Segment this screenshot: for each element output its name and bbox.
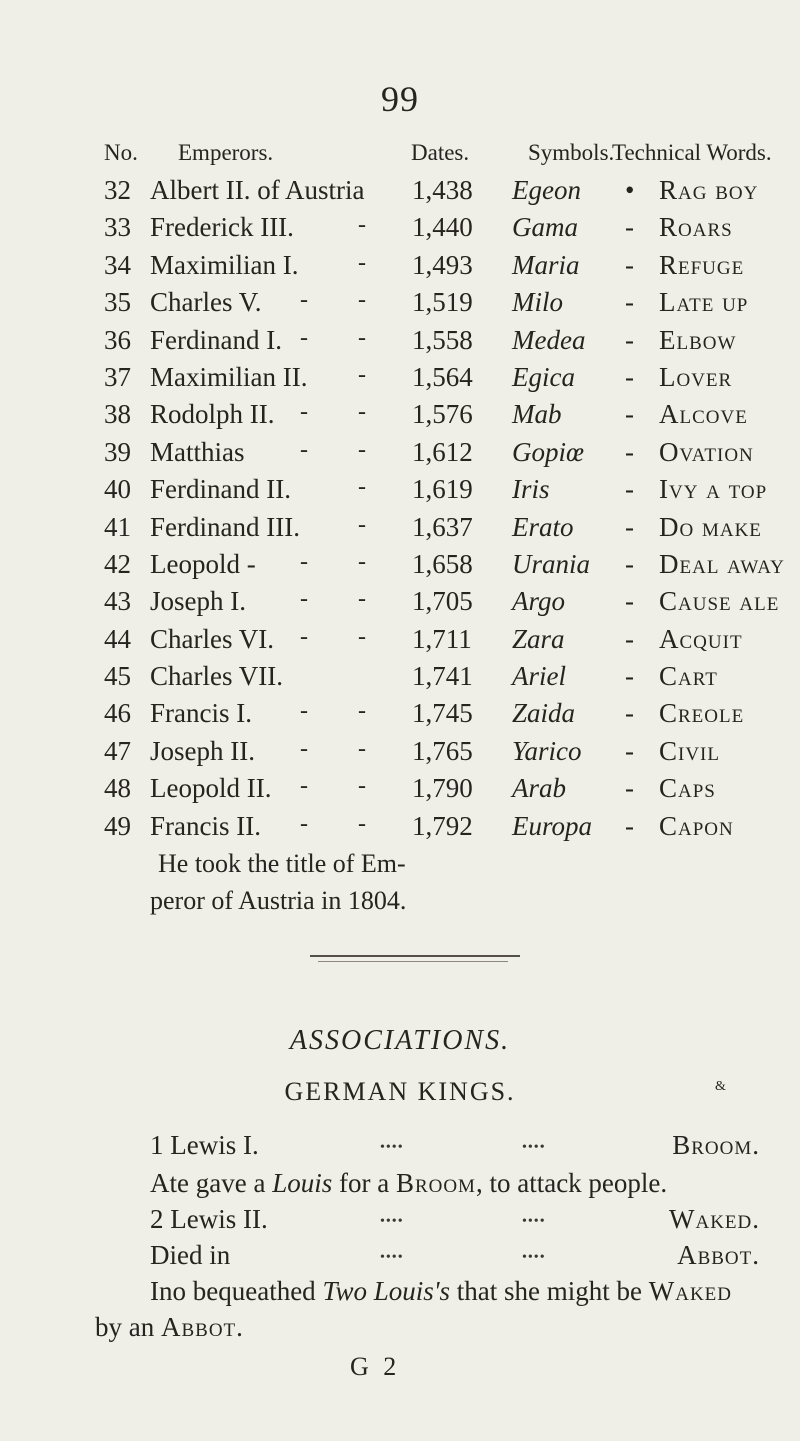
row-number: 40 [104, 474, 131, 505]
symbol: Medea [512, 324, 586, 355]
association-prose-2 [150, 1276, 800, 1307]
table-row [0, 250, 800, 287]
leader-dash-1: - [300, 623, 308, 650]
entry-1-leader-dots-b: •••• [522, 1140, 546, 1155]
prose-3-part-c: . [236, 1312, 243, 1342]
leader-dash-2: - [358, 474, 366, 501]
prose-1-part-b: Louis [272, 1168, 333, 1198]
technical-word: Deal away [659, 548, 785, 579]
row-number: 45 [104, 661, 131, 692]
row-number: 44 [104, 623, 131, 654]
separator: - [625, 324, 634, 355]
emperor-name: Ferdinand II. [150, 474, 291, 505]
table-row [0, 287, 800, 324]
date: 1,576 [412, 399, 473, 430]
emperor-name: Maximilian I. [150, 249, 299, 280]
table-row [0, 736, 800, 773]
symbol: Europa [512, 810, 592, 841]
date: 1,790 [412, 773, 473, 804]
symbol: Maria [512, 249, 580, 280]
technical-word: Elbow [659, 324, 737, 355]
leader-dash-1: - [300, 399, 308, 426]
separator: - [625, 773, 634, 804]
emperor-name: Francis I. [150, 698, 252, 729]
leader-dash-2: - [358, 399, 366, 426]
divider-rule-thick [310, 955, 520, 957]
leader-dash-1: - [300, 773, 308, 800]
entry-2-word: Waked. [668, 1204, 760, 1234]
date: 1,792 [412, 810, 473, 841]
row-number: 39 [104, 436, 131, 467]
entry-1-label: 1 Lewis I. [150, 1130, 259, 1160]
entry-3-word: Abbot. [677, 1240, 760, 1270]
symbol: Egeon [512, 175, 581, 205]
date: 1,745 [412, 698, 473, 729]
german-kings-label: GERMAN KINGS. [284, 1077, 516, 1106]
symbol: Zaida [512, 698, 576, 729]
prose-3-part-a: by an [95, 1312, 161, 1342]
entry-2-leader-dots-b: •••• [522, 1214, 546, 1229]
technical-word: Cause ale [659, 586, 780, 617]
date: 1,765 [412, 735, 473, 766]
association-prose-1 [150, 1168, 800, 1199]
table-row [0, 698, 800, 735]
row-number: 48 [104, 773, 131, 804]
leader-dash-2: - [358, 212, 366, 239]
leader-dash-2: - [358, 287, 366, 314]
date: 1,564 [412, 361, 473, 392]
footnote [150, 845, 770, 919]
row-number: 35 [104, 287, 131, 318]
header-dates: Dates. [411, 140, 470, 165]
leader-dash-2: - [358, 735, 366, 762]
prose-1-part-e: , to attack people. [475, 1168, 668, 1198]
technical-word: Creole [659, 698, 745, 729]
date: 1,658 [412, 548, 473, 579]
header-no: No. [104, 140, 138, 165]
date: 1,741 [412, 661, 473, 692]
emperor-name: Ferdinand III. [150, 511, 300, 542]
entry-2-label: 2 Lewis II. [150, 1204, 268, 1234]
leader-dash-2: - [358, 249, 366, 276]
separator: - [625, 548, 634, 579]
technical-word: Ovation [659, 436, 754, 467]
leader-dash-2: - [358, 773, 366, 800]
emperor-name: Matthias [150, 436, 245, 467]
table-row [0, 175, 800, 212]
table-header [0, 140, 800, 170]
symbol: Erato [512, 511, 574, 542]
entry-3-leader-dots-a: •••• [380, 1250, 404, 1265]
row-number: 37 [104, 361, 131, 392]
technical-word: Late up [659, 287, 749, 318]
prose-1-part-a: Ate gave a [150, 1168, 273, 1198]
table-row [0, 399, 800, 436]
separator: - [625, 511, 634, 542]
date: 1,438 [412, 175, 473, 205]
prose-3-part-b: Abbot [160, 1312, 237, 1342]
row-number: 46 [104, 698, 131, 729]
header-symbols: Symbols. [528, 140, 615, 165]
date: 1,612 [412, 436, 473, 467]
date: 1,705 [412, 586, 473, 617]
table-row [0, 773, 800, 810]
association-prose-3 [95, 1312, 800, 1343]
leader-dash-2: - [358, 361, 366, 388]
separator: - [625, 661, 634, 692]
header-technical-words: Technical Words. [612, 140, 772, 165]
entry-3-label: Died in [150, 1240, 231, 1270]
emperor-name: Joseph I. [150, 586, 246, 617]
emperor-name: Charles VI. [150, 623, 274, 654]
prose-2-part-b: Two Louis's [322, 1276, 451, 1306]
row-number: 49 [104, 810, 131, 841]
leader-dash-1: - [300, 436, 308, 463]
table-row [0, 661, 800, 698]
leader-dash-2: - [358, 324, 366, 351]
entry-3-leader-dots-b: •••• [522, 1250, 546, 1265]
technical-word: Cart [659, 661, 718, 692]
technical-word: Caps [659, 773, 716, 804]
table-row [0, 437, 800, 474]
table-row [0, 811, 800, 848]
emperor-name: Francis II. [150, 810, 261, 841]
technical-word: Acquit [659, 623, 743, 654]
table-row [0, 512, 800, 549]
emperor-name: Ferdinand I. [150, 324, 282, 355]
symbol: Iris [512, 474, 550, 505]
technical-word: Roars [659, 212, 733, 243]
prose-1-part-c: for a [332, 1168, 396, 1198]
date: 1,440 [412, 212, 473, 243]
table-row [0, 325, 800, 362]
emperor-name: Leopold II. [150, 773, 272, 804]
separator: - [625, 698, 634, 729]
symbol: Yarico [512, 735, 582, 766]
separator: - [625, 474, 634, 505]
separator: - [625, 287, 634, 318]
table-row [0, 624, 800, 661]
separator: - [625, 623, 634, 654]
date: 1,493 [412, 249, 473, 280]
emperors-table [0, 175, 800, 848]
separator: - [625, 399, 634, 430]
separator: - [625, 436, 634, 467]
row-number: 32 [104, 175, 131, 205]
separator: - [625, 249, 634, 280]
symbol: Mab [512, 399, 562, 430]
header-emperors: Emperors. [178, 140, 274, 165]
emperor-name: Charles VII. [150, 661, 283, 692]
symbol: Urania [512, 548, 591, 579]
row-number: 41 [104, 511, 131, 542]
symbol: Egica [512, 361, 575, 392]
separator: - [625, 735, 634, 766]
footnote-line-2: peror of Austria in 1804. [150, 886, 407, 915]
symbol: Ariel [512, 661, 566, 692]
table-row [0, 212, 800, 249]
symbol: Milo [512, 287, 563, 318]
date: 1,519 [412, 287, 473, 318]
table-row [0, 362, 800, 399]
row-number: 34 [104, 249, 131, 280]
row-number: 38 [104, 399, 131, 430]
emperor-name: Albert II. of Austria [150, 175, 365, 205]
footnote-line-1: He took the title of Em- [158, 849, 406, 878]
technical-word: Refuge [659, 249, 745, 280]
leader-dash-2: - [358, 623, 366, 650]
emperor-name: Joseph II. [150, 735, 255, 766]
divider-rule-thin [318, 961, 508, 962]
leader-dash-2: - [358, 586, 366, 613]
prose-1-part-d: Broom [395, 1168, 476, 1198]
associations-heading: ASSOCIATIONS. [289, 1025, 511, 1056]
entry-1-leader-dots-a: •••• [380, 1140, 404, 1155]
emperor-name: Frederick III. [150, 212, 294, 243]
technical-word: Ivy a top [659, 474, 768, 505]
emperor-name: Leopold - [150, 548, 256, 579]
technical-word: Civil [659, 735, 720, 766]
separator: - [625, 361, 634, 392]
technical-word: Capon [659, 810, 734, 841]
german-kings-heading [0, 1077, 800, 1107]
date: 1,619 [412, 474, 473, 505]
leader-dash-1: - [300, 287, 308, 314]
symbol: Arab [512, 773, 566, 804]
leader-dash-2: - [358, 511, 366, 538]
leader-dash-2: - [358, 810, 366, 837]
leader-dash-1: - [300, 586, 308, 613]
table-row [0, 549, 800, 586]
leader-dash-1: - [300, 810, 308, 837]
row-number: 33 [104, 212, 131, 243]
section-divider [310, 955, 520, 969]
leader-dash-2: - [358, 548, 366, 575]
row-number: 43 [104, 586, 131, 617]
leader-dash-1: - [300, 735, 308, 762]
leader-dash-1: - [300, 548, 308, 575]
small-ampersand-mark: & [715, 1079, 728, 1094]
emperor-name: Maximilian II. [150, 361, 308, 392]
technical-word: Rag boy [659, 175, 759, 205]
table-row [0, 474, 800, 511]
prose-2-part-a: Ino bequeathed [150, 1276, 323, 1306]
emperor-name: Charles V. [150, 287, 262, 318]
entry-2-leader-dots-a: •••• [380, 1214, 404, 1229]
prose-2-part-d: Waked [648, 1276, 732, 1306]
date: 1,558 [412, 324, 473, 355]
leader-dash-2: - [358, 436, 366, 463]
emperor-name: Rodolph II. [150, 399, 275, 430]
row-number: 47 [104, 735, 131, 766]
symbol: Zara [512, 623, 565, 654]
date: 1,711 [412, 623, 472, 654]
symbol: Gopiœ [512, 436, 585, 467]
page-number: 99 [381, 79, 419, 119]
date: 1,637 [412, 511, 473, 542]
separator: - [625, 212, 634, 243]
entry-1-word: Broom. [672, 1130, 760, 1160]
technical-word: Lover [659, 361, 733, 392]
prose-2-part-c: that she might be [450, 1276, 649, 1306]
leader-dash-1: - [300, 698, 308, 725]
separator: • [625, 175, 635, 205]
leader-dash-1: - [300, 324, 308, 351]
separator: - [625, 586, 634, 617]
separator: - [625, 810, 634, 841]
row-number: 36 [104, 324, 131, 355]
leader-dash-2: - [358, 698, 366, 725]
technical-word: Do make [659, 511, 762, 542]
technical-word: Alcove [659, 399, 748, 430]
symbol: Gama [512, 212, 578, 243]
symbol: Argo [512, 586, 565, 617]
printer-signature-mark: G 2 [350, 1352, 401, 1381]
row-number: 42 [104, 548, 131, 579]
table-row [0, 586, 800, 623]
